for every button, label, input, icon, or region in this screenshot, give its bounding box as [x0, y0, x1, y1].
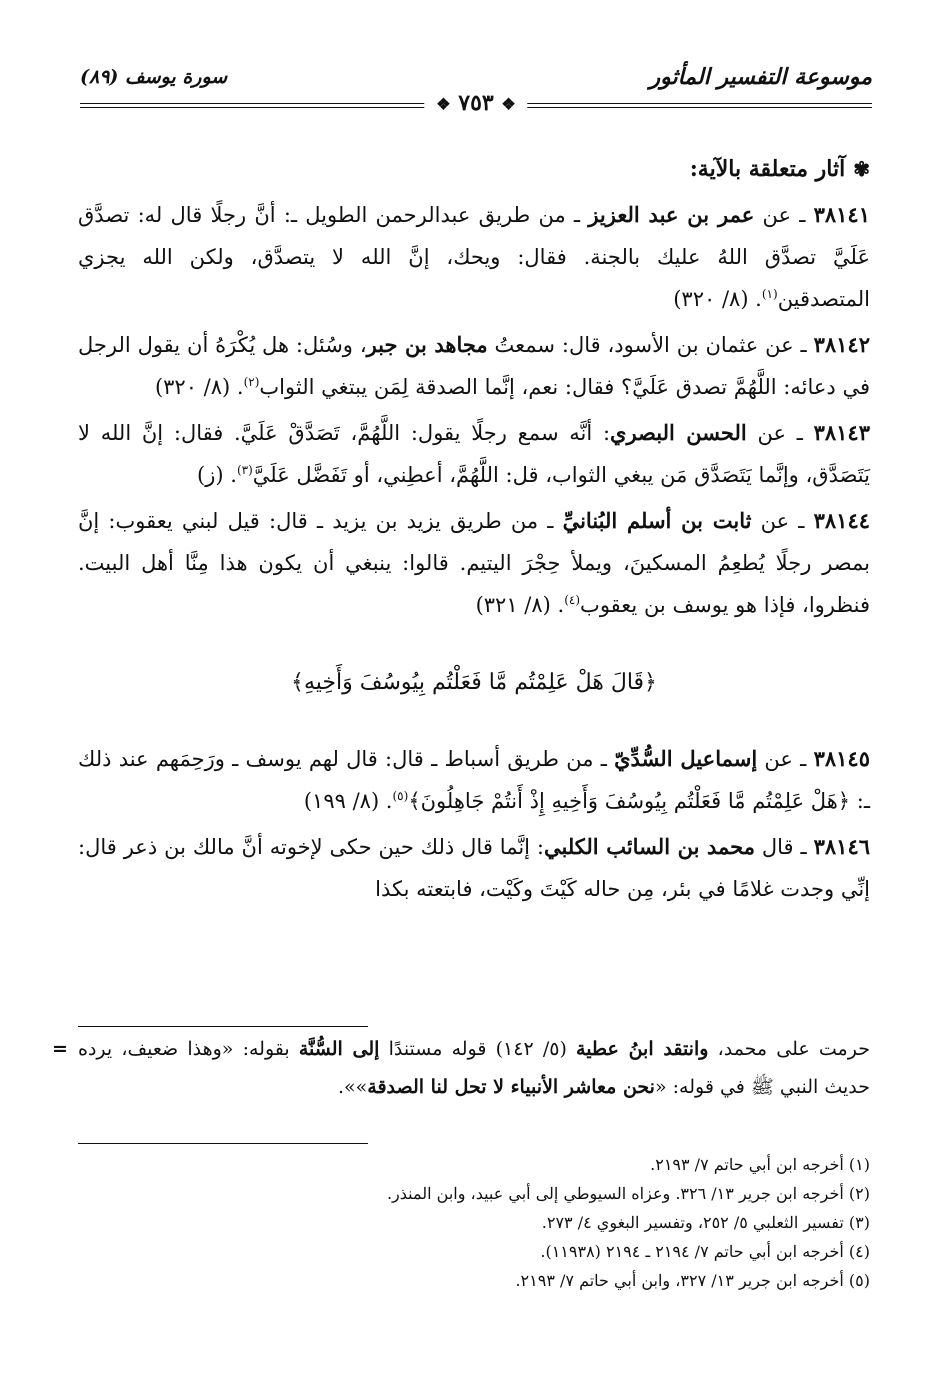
surah-label: سورة يوسف (٨٩) [80, 66, 228, 88]
ornament-right-icon: ❖ [501, 94, 516, 114]
note-bold-3: نحن معاشر الأنبياء لا تحل لنا الصدقة [367, 1076, 655, 1098]
note-part-2: (٥/ ١٤٢) قوله مستندًا [379, 1038, 577, 1060]
entry-number: ٣٨١٤٦ [813, 834, 871, 859]
footnote-marker: (٣) [236, 463, 253, 477]
quran-verse: ﴿قَالَ هَلْ عَلِمْتُم مَّا فَعَلْتُم بِيُوسُفَ وَأَخِيهِ﴾ [291, 670, 657, 695]
main-text [78, 148, 870, 914]
athar-entry [78, 826, 870, 910]
athar-entry [78, 738, 870, 822]
entry-narrator: الحسن البصري [610, 420, 747, 445]
page-number-wrap [424, 90, 527, 116]
footnote: (٤) أخرجه ابن أبي حاتم ٧/ ٢١٩٤ ـ ٢١٩٤ (١١٩٣٨). [540, 1242, 870, 1261]
note-part-1: حرمت على محمد، [708, 1038, 870, 1060]
note-bold-2: إلى السُّنَّة [298, 1038, 380, 1060]
continuation-note [52, 1030, 870, 1106]
page-header [80, 62, 872, 122]
footnote: (٥) أخرجه ابن جرير ١٣/ ٣٢٧، وابن أبي حاتم ٧/ ٢١٩٣. [515, 1271, 870, 1290]
volume-reference: . (٨/ ٣٢٠) [673, 287, 762, 311]
entry-intro: ـ عن [746, 421, 814, 445]
footnotes [78, 1150, 870, 1295]
entry-number: ٣٨١٤٣ [813, 420, 870, 445]
entry-number: ٣٨١٤١ [813, 202, 870, 227]
entry-number: ٣٨١٤٢ [813, 332, 870, 357]
note-part-3: بقوله: «وهذا ضعيف، يرده حديث النبي ﷺ في قوله: « [78, 1038, 870, 1098]
entry-intro: ـ عن عثمان بن الأسود، قال: سمعتُ [487, 333, 814, 357]
volume-reference: . (٨/ ١٩٩) [303, 789, 393, 813]
footnote-separator [78, 1143, 368, 1144]
entries-group-2 [78, 738, 870, 910]
entry-narrator: محمد بن السائب الكلبي [544, 834, 755, 859]
footnote-marker: (٥) [392, 789, 409, 803]
footnote: (١) أخرجه ابن أبي حاتم ٧/ ٢١٩٣. [650, 1155, 870, 1174]
note-separator [78, 1026, 368, 1027]
entry-narrator: إسماعيل السُّدِّيّ [614, 746, 758, 771]
entry-intro: ـ عن [757, 747, 814, 771]
page-number: ٧٥٣ [458, 90, 494, 116]
section-heading [78, 148, 870, 190]
footnote-marker: (٤) [564, 593, 581, 607]
entry-number: ٣٨١٤٤ [813, 508, 871, 533]
footnote: (٢) أخرجه ابن جرير ١٣/ ٣٢٦. وعزاه السيوطي إلى أبي عبيد، وابن المنذر. [386, 1184, 870, 1203]
continuation-mark: = [52, 1038, 68, 1060]
footnote-marker: (٢) [243, 375, 260, 389]
entry-intro: ـ عن [751, 509, 814, 533]
entry-text: : إنَّما قال ذلك حين حكى لإخوته أنَّ مالك بن ذعر قال: إنِّي وجدت غلامًا في بئر، مِن حاله كَيْتَ وكَيْت، فابتعته بكذا [78, 835, 870, 901]
entry-text: ، وسُئل: هل يُكْرَهُ أن يقول الرجل في دعائه: اللَّهُمَّ تصدق عَلَيَّ؟ فقال: نعم، إنَّما الصدقة لِمَن يبتغي الثواب [78, 333, 870, 399]
note-bold-1: وانتقد ابنُ عطية [576, 1038, 709, 1060]
athar-entry [78, 194, 870, 320]
entry-text: : أنَّه سمع رجلًا يقول: اللَّهُمَّ، تَصَدَّقْ عَلَيَّ. فقال: إنَّ الله لا يَتَصَدَّق، وإنَّما يَتَصَدَّق مَن يبغي الثواب، قل: اللَّهُمَّ، أعطِني، أو تَفَضَّل عَلَيَّ [78, 421, 870, 487]
section-heading-text: آثار متعلقة بالآية: [689, 156, 846, 182]
entry-text: ـ من طريق يزيد بن يزيد ـ قال: قيل لبني يعقوب: إنَّ بمصر رجلًا يُطعِمُ المسكينَ، ويملأ حِجْرَ اليتيم. قالوا: ينبغي أن يكون هذا مِنَّا أهل البيت. فنظروا، فإذا هو يوسف بن يعقوب [78, 509, 870, 617]
entry-narrator: عمر بن عبد العزيز [588, 202, 755, 227]
volume-reference: . (٨/ ٣٢١) [475, 593, 565, 617]
volume-reference: . (ز) [197, 463, 237, 487]
entry-text: ـ من طريق عبدالرحمن الطويل ـ: أنَّ رجلًا قال له: تصدَّق عَلَيَّ تصدَّق اللهُ عليك بالجنة. فقال: ويحك، إنَّ الله لا يتصدَّق، ولكن الله يجزي المتصدقين [78, 203, 870, 311]
footnote-marker: (١) [761, 287, 778, 301]
entries-group-1 [78, 194, 870, 626]
book-title: موسوعة التفسير المأثور [649, 64, 872, 90]
ornament-left-icon: ❖ [436, 94, 451, 114]
athar-entry [78, 500, 870, 626]
footnote: (٣) تفسير الثعلبي ٥/ ٢٥٢، وتفسير البغوي ٤/ ٢٧٣. [541, 1213, 870, 1232]
athar-entry [78, 324, 870, 408]
entry-number: ٣٨١٤٥ [813, 746, 870, 771]
entry-narrator: مجاهد بن جبر [366, 332, 488, 357]
entry-narrator: ثابت بن أسلم البُنانيِّ [562, 508, 752, 533]
flower-ornament-icon: ✾ [853, 157, 870, 181]
entry-intro: ـ قال [754, 835, 814, 859]
athar-entry [78, 412, 870, 496]
volume-reference: . (٨/ ٣٢٠) [154, 375, 244, 399]
entry-text: ـ من طريق أسباط ـ قال: قال لهم يوسف ـ ورَحِمَهم عند ذلك ـ: ﴿هَلْ عَلِمْتُم مَّا فَعَلْتُم بِيُوسُفَ وَأَخِيهِ إِذْ أَنتُمْ جَاهِلُونَ﴾ [78, 747, 870, 813]
entry-intro: ـ عن [754, 203, 814, 227]
note-part-4: »». [337, 1076, 368, 1098]
